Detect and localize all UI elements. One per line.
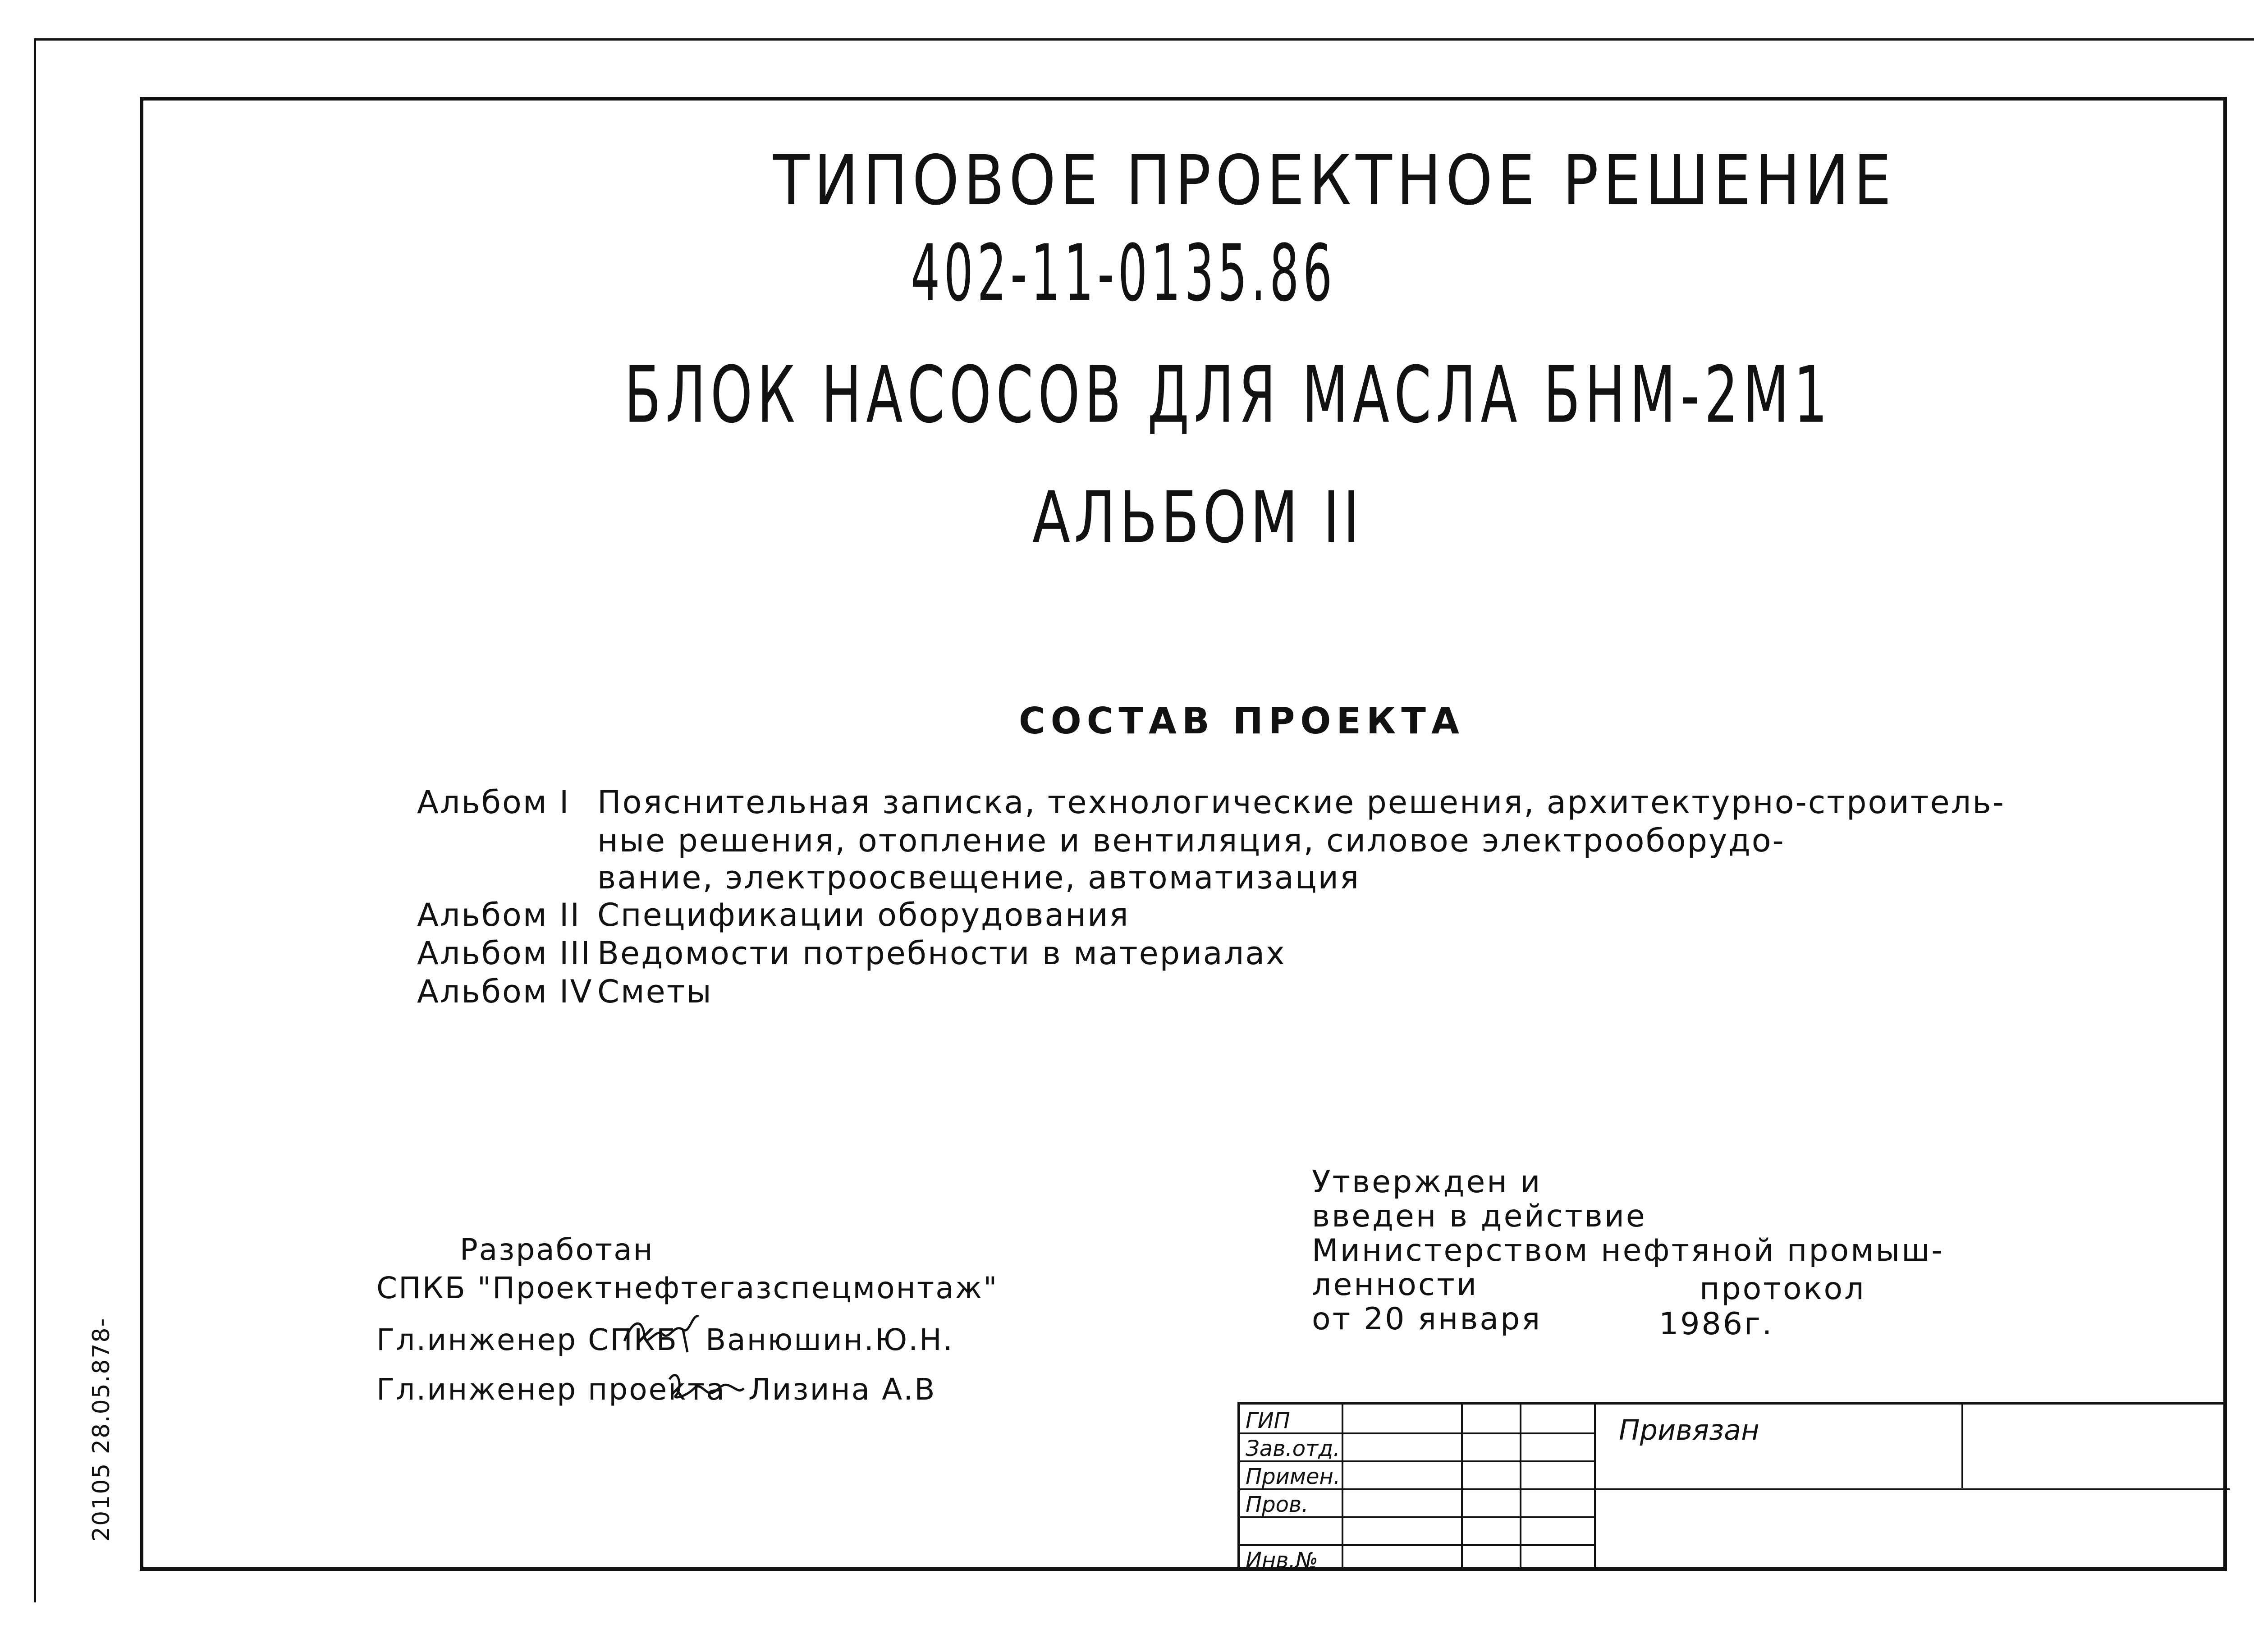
developer-organization: СПКБ "Проектнефтегазспецмонтаж" — [376, 1271, 999, 1305]
album-description: ные решения, отопление и вентиляция, силовое электрооборудо- — [597, 822, 1785, 859]
title-stamp — [1237, 1402, 2227, 1571]
project-title: БЛОК НАСОСОВ ДЛЯ МАСЛА БНМ-2М1 — [624, 349, 1833, 440]
album-number: АЛЬБОМ II — [1032, 476, 1363, 559]
stamp-tied-label: Привязан — [1619, 1414, 1759, 1446]
stamp-row-label: ГИП — [1246, 1408, 1290, 1433]
approval-line: введен в действие — [1312, 1199, 1647, 1234]
approval-year: 1986г. — [1659, 1306, 1774, 1342]
composition-heading: СОСТАВ ПРОЕКТА — [1019, 700, 1465, 742]
album-label: Альбом I — [417, 784, 570, 821]
signature-chief-engineer-icon — [620, 1309, 706, 1355]
stamp-row-label: Примен. — [1246, 1464, 1341, 1489]
developed-label: Разработан — [460, 1232, 654, 1267]
chief-engineer-name: Ванюшин.Ю.Н. — [706, 1323, 954, 1357]
approval-line: Утвержден и — [1312, 1164, 1542, 1200]
album-label: Альбом II — [417, 897, 581, 934]
document-type-title: ТИПОВОЕ ПРОЕКТНОЕ РЕШЕНИЕ — [773, 141, 1896, 221]
stamp-row-label: Пров. — [1246, 1492, 1309, 1517]
album-description: вание, электроосвещение, автоматизация — [597, 859, 1361, 896]
album-description: Сметы — [597, 973, 713, 1010]
album-description: Пояснительная записка, технологические решения, архитектурно-строитель- — [597, 784, 2005, 821]
approval-line: Министерством нефтяной промыш- — [1312, 1233, 1944, 1268]
stamp-row-label: Зав.отд. — [1246, 1436, 1340, 1461]
project-code: 402-11-0135.86 — [911, 228, 1336, 319]
chief-engineer-label: Гл.инженер СПКБ — [376, 1323, 678, 1357]
album-label: Альбом III — [417, 935, 591, 972]
approval-line: ленности — [1312, 1267, 1479, 1303]
signature-project-engineer-icon — [663, 1361, 748, 1406]
project-engineer-label: Гл.инженер проекта — [376, 1372, 726, 1407]
approval-line: от 20 января — [1312, 1301, 1542, 1337]
album-description: Спецификации оборудования — [597, 897, 1130, 934]
approval-protocol: протокол — [1700, 1271, 1866, 1307]
project-engineer-name: Лизина А.В — [748, 1372, 936, 1407]
side-registration-note: 20105 28.05.878- — [88, 1317, 115, 1542]
album-label: Альбом IV — [417, 973, 593, 1010]
stamp-row-label: Инв.№ — [1246, 1548, 1318, 1573]
approval-block — [1312, 1165, 1944, 1336]
album-description: Ведомости потребности в материалах — [597, 935, 1286, 972]
